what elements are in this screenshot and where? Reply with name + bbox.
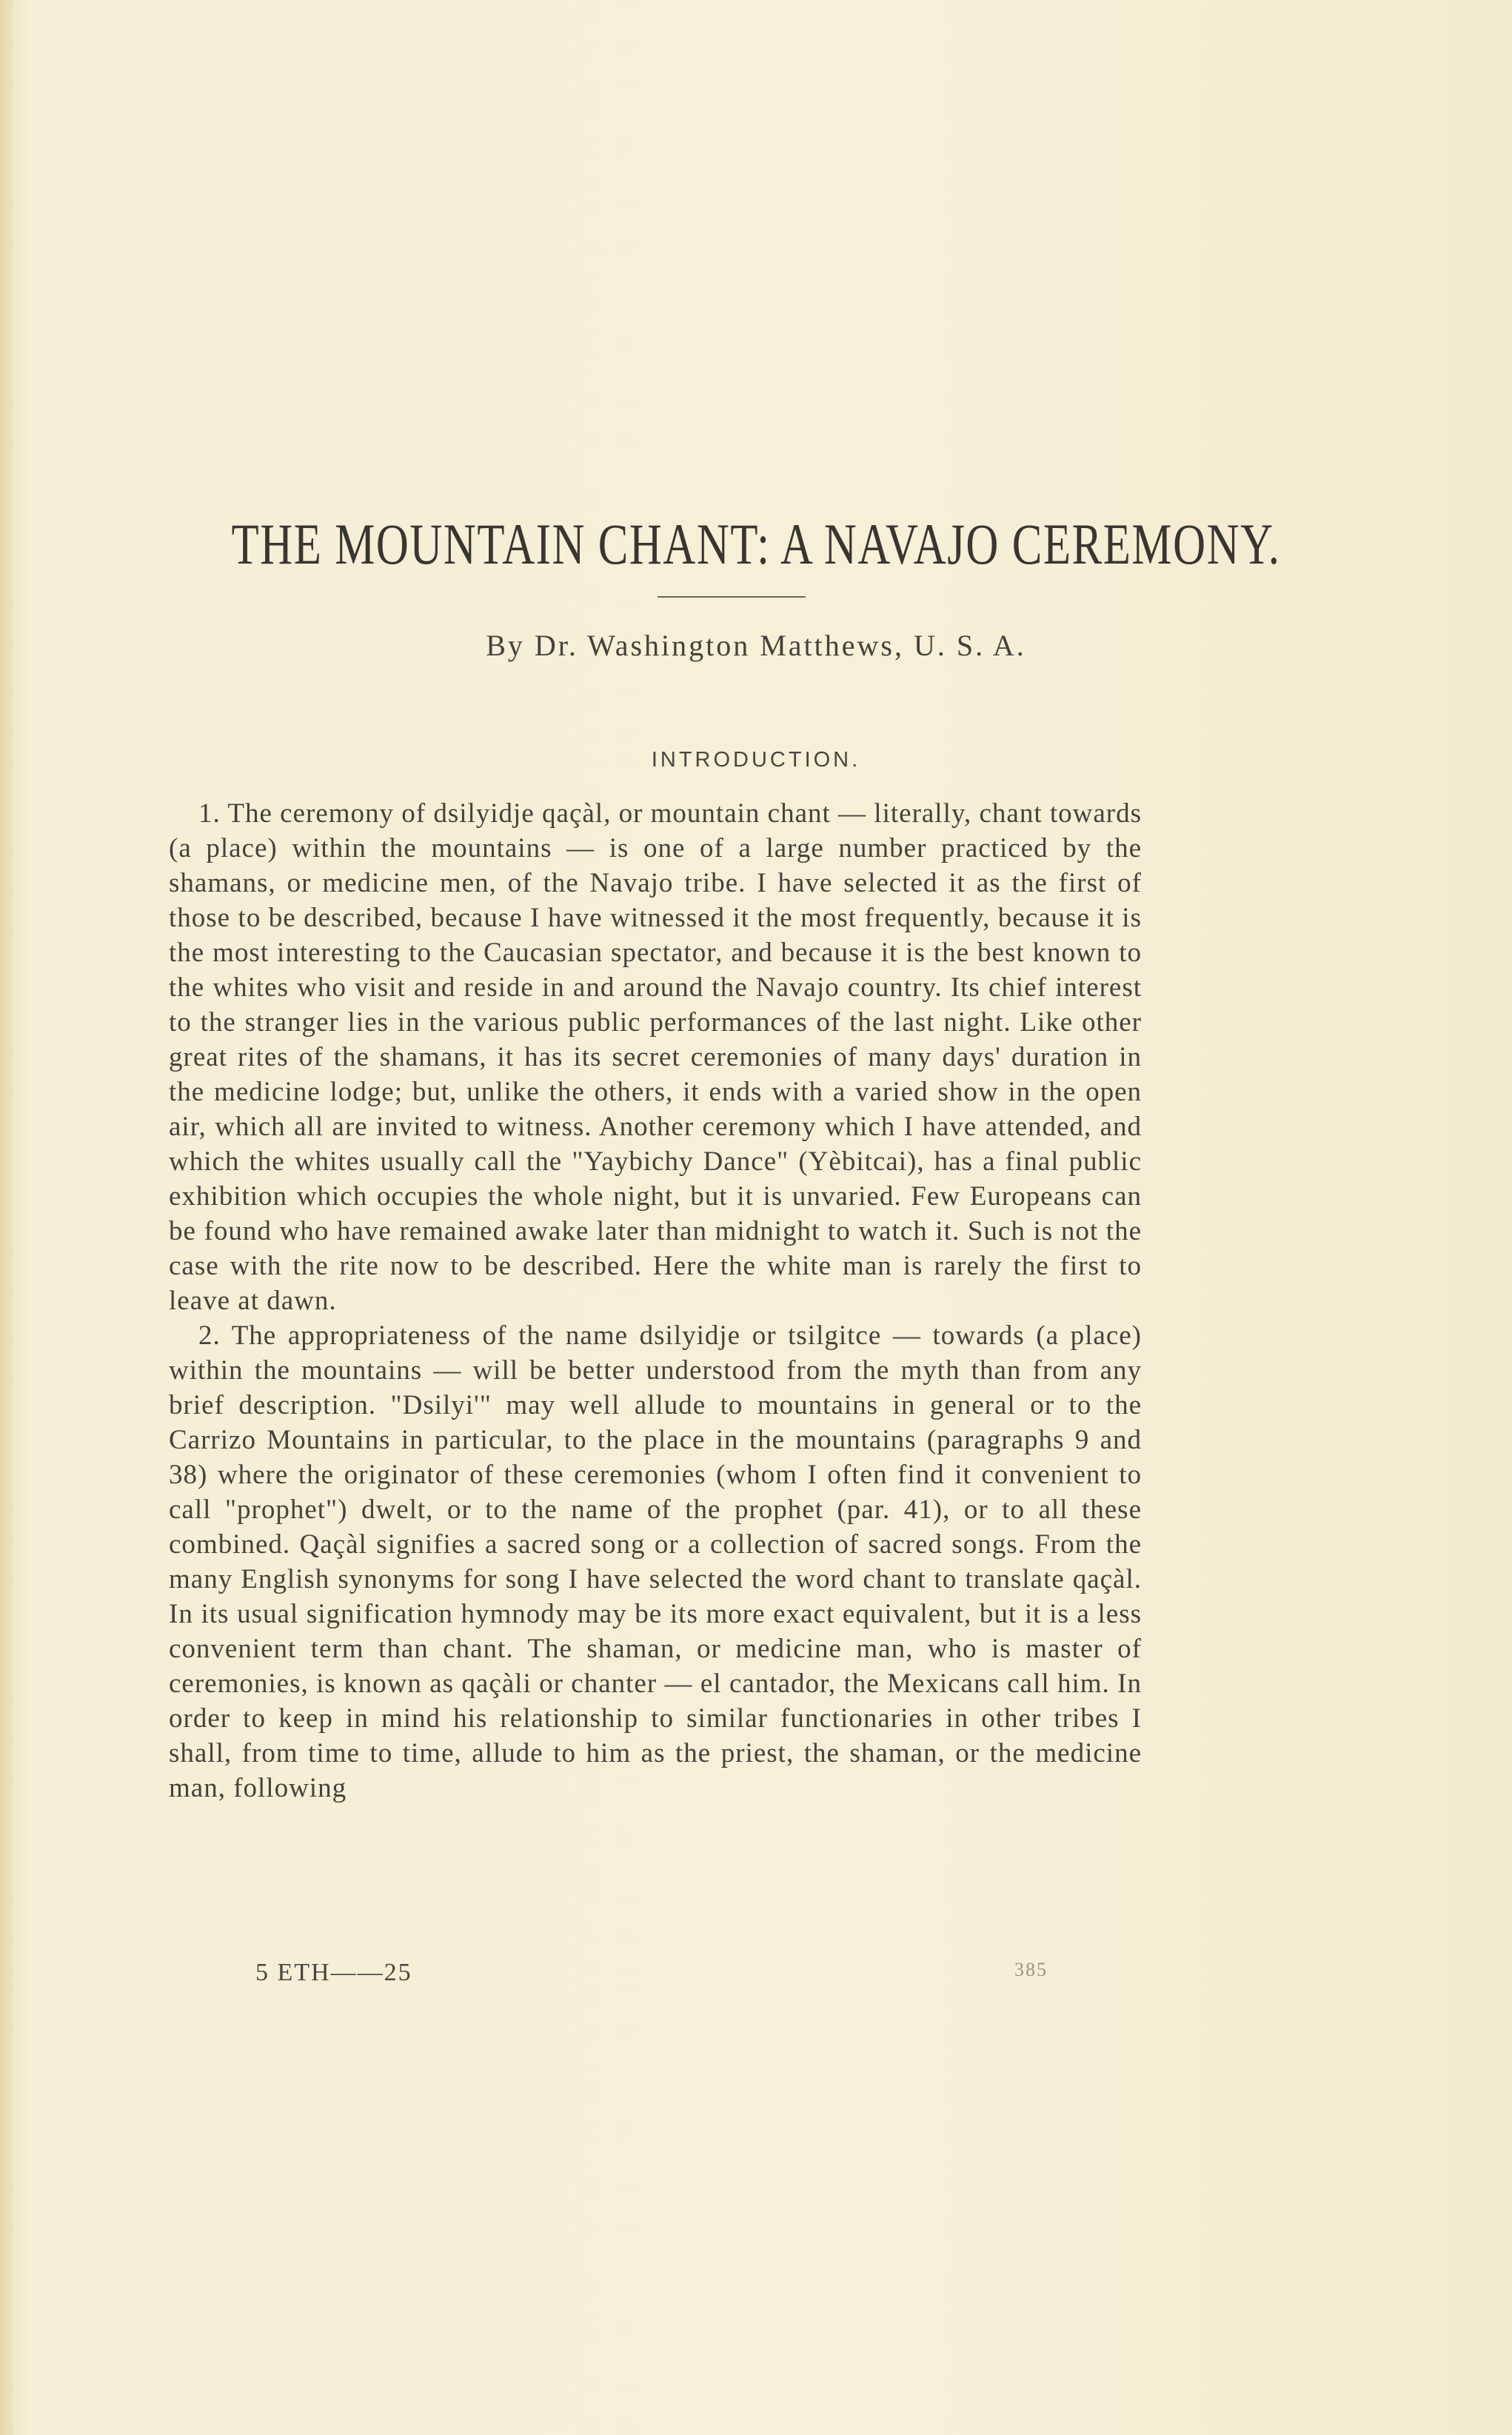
page-binding-edge (0, 0, 13, 2435)
page-number: 385 (1014, 1959, 1048, 1980)
body-text (169, 796, 1142, 1806)
author-byline: By Dr. Washington Matthews, U. S. A. (486, 629, 1026, 662)
paragraph-1: 1. The ceremony of dsilyidje qaçàl, or mountain chant — literally, chant towards (a place) within the mountains — is one of a large number practiced by the shamans, or medicine men, of the Navajo tribe. I have selected it as the first of those to be described, because I have witnessed it the most frequently, because it is the most interesting to the Caucasian spectator, and because it is the best known to the whites who visit and reside in and around the Navajo country. Its chief interest to the stranger lies in the various public performances of the last night. Like other great rites of the shamans, it has its secret ceremonies of many days' duration in the medicine lodge; but, unlike the others, it ends with a varied show in the open air, which all are invited to witness. Another ceremony which I have attended, and which the whites usually call the "Yaybichy Dance" (Yèbitcai), has a final public exhibition which occupies the whole night, but it is unvaried. Few Europeans can be found who have remained awake later than midnight to watch it. Such is not the case with the rite now to be described. Here the white man is rarely the first to leave at dawn. (169, 798, 1142, 1316)
paragraph-2: 2. The appropriateness of the name dsilyidje or tsilgitce — towards (a place) within the mountains — will be better understood from the myth than from any brief description. "Dsilyi'" may well allude to mountains in general or to the Carrizo Mountains in particular, to the place in the mountains (paragraphs 9 and 38) where the originator of these ceremonies (whom I often find it convenient to call "prophet") dwelt, or to the name of the prophet (par. 41), or to all these combined. Qaçàl signifies a sacred song or a collection of sacred songs. From the many English synonyms for song I have selected the word chant to translate qaçàl. In its usual signification hymnody may be its more exact equivalent, but it is a less convenient term than chant. The shaman, or medicine man, who is master of ceremonies, is known as qaçàli or chanter — el cantador, the Mexicans call him. In order to keep in mind his relationship to similar functionaries in other tribes I shall, from time to time, allude to him as the priest, the shaman, or the medicine man, following (169, 1320, 1142, 1803)
title-divider (658, 596, 806, 598)
section-heading: INTRODUCTION. (651, 748, 861, 772)
signature-mark: 5 ETH——25 (255, 1959, 412, 1986)
page-title: THE MOUNTAIN CHANT: A NAVAJO CEREMONY. (231, 512, 1281, 576)
